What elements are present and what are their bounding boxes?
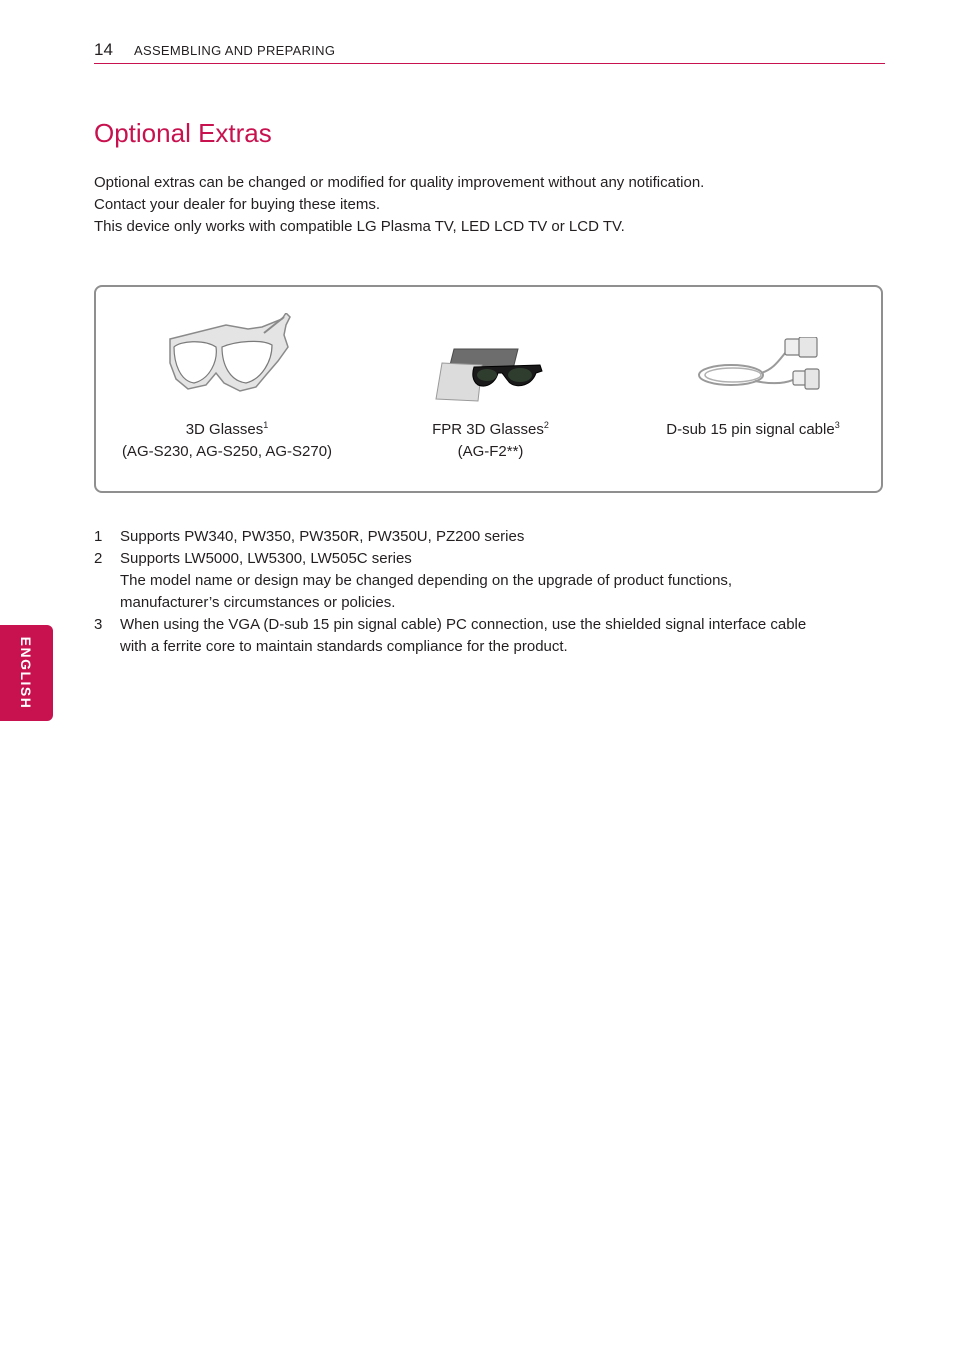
language-tab — [0, 625, 53, 721]
page-header — [94, 38, 885, 64]
dsub-cable-icon — [695, 337, 821, 397]
item-model: (AG-S230, AG-S250, AG-S270) — [121, 443, 333, 460]
footnote — [94, 526, 884, 548]
footnote-line: Supports LW5000, LW5300, LW505C series — [120, 550, 412, 567]
3d-glasses-icon — [166, 313, 294, 395]
footnote — [94, 548, 884, 614]
footnote-line: manufacturer’s circumstances or policies. — [120, 594, 396, 611]
page-number: 14 — [94, 40, 113, 59]
footnote-number: 2 — [94, 550, 103, 567]
item-name: FPR 3D Glasses — [432, 421, 544, 438]
item-caption — [96, 419, 358, 463]
intro-text — [94, 172, 704, 238]
footnote-ref: 2 — [543, 420, 549, 430]
item-model: (AG-F2**) — [457, 443, 524, 460]
extra-item-3d-glasses — [96, 287, 358, 491]
intro-line: Optional extras can be changed or modified for quality improvement without any notification. — [94, 174, 705, 191]
footnote — [94, 614, 884, 658]
footnote-line: Supports PW340, PW350, PW350R, PW350U, PZ200 series — [120, 528, 525, 545]
fpr-glasses-icon — [432, 347, 544, 403]
page-title: Optional Extras — [94, 118, 272, 148]
extras-box — [94, 285, 883, 493]
item-name: 3D Glasses — [185, 421, 264, 438]
footnote-ref: 1 — [263, 420, 269, 430]
footnote-line: with a ferrite core to maintain standards compliance for the product. — [120, 638, 568, 655]
footnote-line: When using the VGA (D-sub 15 pin signal cable) PC connection, use the shielded signal interface cable — [120, 616, 807, 633]
item-name: D-sub 15 pin signal cable — [666, 421, 835, 438]
footnotes — [94, 526, 884, 658]
intro-line: Contact your dealer for buying these items. — [94, 196, 380, 213]
footnote-number: 3 — [94, 616, 103, 633]
item-caption — [623, 419, 883, 441]
section-label: ASSEMBLING AND PREPARING — [134, 43, 336, 58]
item-caption — [358, 419, 623, 463]
intro-line: This device only works with compatible LG Plasma TV, LED LCD TV or LCD TV. — [94, 218, 625, 235]
footnote-line: The model name or design may be changed depending on the upgrade of product functions, — [120, 572, 733, 589]
footnote-number: 1 — [94, 528, 103, 545]
footnote-ref: 3 — [834, 420, 840, 430]
extra-item-dsub-cable — [623, 287, 883, 491]
extra-item-fpr-glasses — [358, 287, 623, 491]
language-label: ENGLISH — [18, 636, 34, 710]
